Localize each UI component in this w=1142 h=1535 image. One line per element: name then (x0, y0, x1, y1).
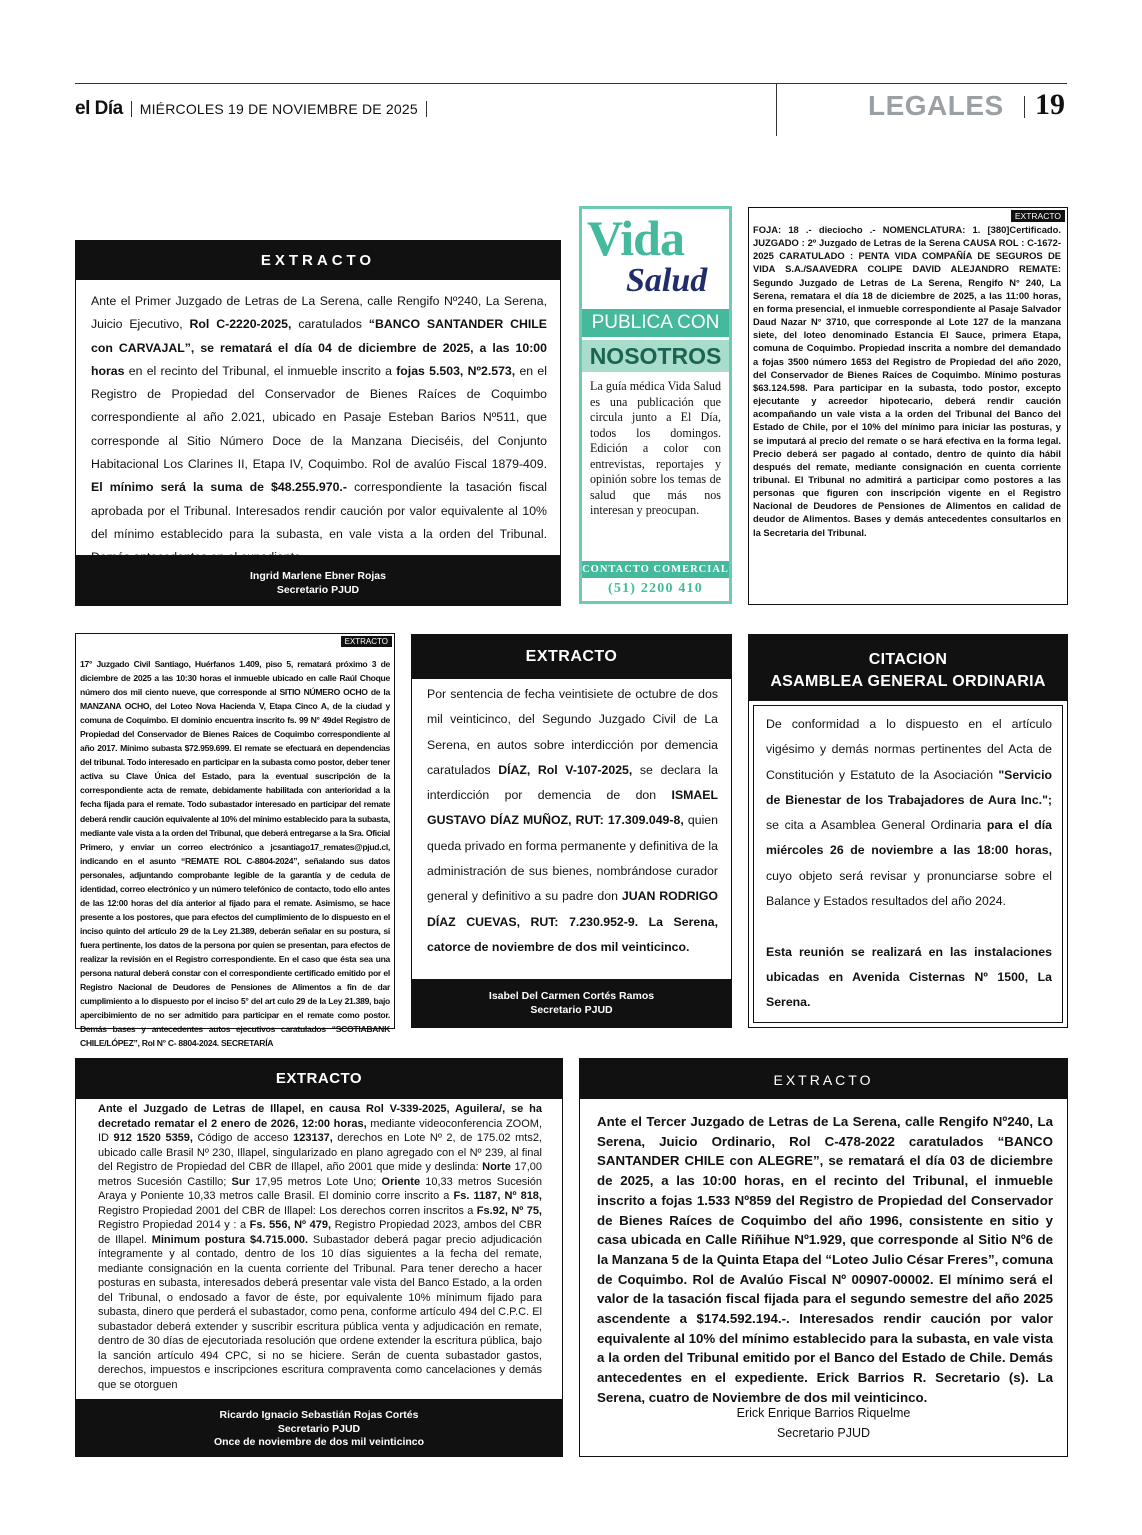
issue-date: MIÉRCOLES 19 DE NOVIEMBRE DE 2025 (139, 101, 418, 117)
notice-body: Ante el Primer Juzgado de Letras de La Serena, calle Rengifo Nº240, La Serena, Juicio Ejecutivo, Rol C-2220-2025, caratulados “BANCO SANTANDER CHILE con CARVAJAL”, se rematará el día 04 de diciembre de 2025, a las 10:00 horas en el recinto del Tribunal, el inmueble inscrito a fojas 5.503, Nº2.573, en el Registro de Propiedad del Conservador de Bienes Raíces de Coquimbo correspondiente al año 2.021, ubicado en Pasaje Esteban Barios Nº511, que corresponde al Sitio Número Doce de la Manzana Dieciséis, del Conjunto Habitacional Los Clarines II, Etapa IV, Coquimbo. Rol de avalúo Fiscal 1879-409. El mínimo será la suma de $48.255.970.- correspondiente la tasación fiscal aprobada por el Tribunal. Interesados rendir caución por valor equivalente al 10% del mínimo establecido para la subasta, en vale vista a la orden del Tribunal. (91, 294, 547, 541)
signer-role: Secretario PJUD (776, 1426, 871, 1440)
ad-title: Vida (587, 210, 684, 266)
notice-title-line2: ASAMBLEA GENERAL ORDINARIA (770, 673, 1046, 690)
notice-body: Ante el Juzgado de Letras de Illapel, en causa Rol V-339-2025, Aguilera/, se ha decretado rematar el 2 enero de 2026, 12:00 horas, mediante videoconferencia ZOOM, ID 912 1520 5359, Código de acceso 123137, derechos en Lote Nº 2, de 175.02 mts2, ubicado calle Brasil Nº 230, Illapel, singularizado en plano agregado con el Nº 239, al final del Registro de Propiedad del CBR de Illapel, año 2001 que mide y deslinda: Norte 17,00 metros Sucesión Castillo; Sur 17,95 metros Lote Uno; Oriente 10,33 metros Sucesión Araya y Poniente 10,33 metros calle Brasil. El dominio corre inscrito a Fs. 1187, Nº 818, Registro Propiedad 2001 del CBR de Illapel: Los derechos corren inscritos a Fs.92, Nº 75, Registro Propiedad 2014 y : a Fs. 556, Nº 479, Registro Propiedad 2023, ambos del CBR de Illapel. Minimum postura $4.715.000. Subastador deberá pagar precio adjudicación íntegramente y al contado, dentro de los 10 días siguientes a la fecha del remate, mediante consignación en la cuenta corriente del Tribunal. Para tener derecho a hacer posturas en subasta, interesados deberá presentar vale vista del Banco Estado, a la orden del Tribunal, o endosado a favor de éste, por equivalente 10% mínimum fijado para subasta, dinero que perderá el subastador, como pena, conforme artículo 494 del C.P.C. El subastador deberá extender y suscribir escritura pública venta y adjudicación en remate, dentro de 30 días de ejecutoriada resolución que ordene extender la escritura pública, bajo la sanción artículo 494 CPC, si no se hiciere. Serán de cuenta subastador gastos, derechos, impuestos e inscripciones escritura compraventa como cancelaciones y demás que se otorguen (98, 1103, 543, 1391)
notice-tag: EXTRACTO (341, 636, 392, 647)
divider (776, 84, 777, 136)
divider (1024, 96, 1025, 118)
legal-notice-extracto-1 (75, 240, 561, 606)
divider (426, 101, 427, 117)
notice-title-line1: CITACION (868, 651, 948, 668)
ad-description: La guía médica Vida Salud es una publicación que circula junto a El Día, todos los domingos. Edición a color con entrevistas, reportajes y opinión sobre los temas de salud que más nos interesan y preocupan. (590, 379, 721, 517)
notice-title: EXTRACTO (580, 1059, 1067, 1099)
notice-signature (412, 979, 731, 1027)
notice-tag: EXTRACTO (1011, 210, 1065, 222)
ad-subtitle: Salud (626, 262, 708, 299)
notice-body: FOJA: 18 .- dieciocho .- NOMENCLATURA: 1. [380]Certificado. JUZGADO : 2º Juzgado de Letras de la Serena CAUSA ROL : C-1672-2025 CARATULADO : PENTA VIDA COMPAÑÍA DE SEGUROS DE VIDA S.A./SAAVEDRA COLIPE DAVID ALEJANDRO REMATE: Segundo Juzgado de Letras de La Serena, Rengifo N° 240, La Serena, rematarа el día 18 de diciembre de 2025, a las 11:00 horas, en forma presencial, el inmueble correspondiente al Pasaje Salvador Daud Nazar N° 3710, que corresponde al Lote 127 de la manzana siete, del loteo denominado Estancia El Sauce, primera Etapa, comuna de Coquimbo. Propiedad inscrita a nombre del demandado a fojas 3500 número 1653 del Registro de Propiedad del año 2020, del Conservador de Bienes Raíces de Coquimbo. Mínimo posturas $63.124.598. Para participar en la subasta, todo postor, excepto ejecutante y acreedor hipotecario, deberá rendir caución acompañando un vale vista a la orden del Tribunal del Banco del Estado de Chile, por el 10% del mínimo para iniciar las posturas, y se imputará al precio del remate o se hará efectiva en la forma legal. Precio deberá ser pagado al contado, dentro de quinto día hábil después del remate, mediante consignación en cuenta corriente tribunal. El Tribunal no admitirá a participar como postores a las personas que figuren con inscripción vigente en el Registro Nacional de Deudores de Pensiones de Alimentos en calidad de deudor de Alimentos. Bases y demás antecedentes consultarlos en la Secretaria del Tribunal. (753, 224, 1061, 538)
notice-body: 17° Juzgado Civil Santiago, Huérfanos 1.409, piso 5, rematará próximo 3 de diciembre de 2025 a las 10:30 horas el inmueble ubicado en calle Raúl Choque número dos mil ciento nueve, que corresponde al SITIO NÚMERO OCHO de la MANZANA OCHO, del Loteo Nova Hacienda V, Etapa Cinco A, de la ciudad y comuna de Coquimbo. El dominio encuentra inscrito fs. 99 N° 49del Registro de Propiedad del Conservador de Bienes Raíces de Coquimbo correspondiente al año 2017. Mínimo subasta $72.959.699. El remate se efectuará en dependencias del tribunal. Todo interesado en participar en la subasta como postor, deber tener activa su Clave Única del Estado, para la eventual suscripción de la correspondiente acta de remate, debidamente habilitada con anterioridad a la fecha fijada para el remate. Todo subastador interesado en participar del remate deberá rendir caución equivalente al 10% del mínimo establecido para la subasta, mediante vale vista a la orden del Tribunal, que deberá entregarse a la Sra. Oficial Primero, y enviar un correo electrónico a jcsantiago17_remates@pjud.cl, indicando en el asunto “REMATE ROL C-8804-2024”, señalando sus datos personales, adjuntando comprobante legible de la garantía y de cedula de identidad, correo electrónico y un número telefónico de contacto, todo ello antes de las 12:00 horas del día anterior al fijado para el remate. Asimismo, se hace presente a los postores, que para efectos del cumplimiento de lo dispuesto en el inciso quinto del artículo 29 de la Ley 21.389, deberán señalar en su postura, si fuera pertinente, los datos de la persona por quien se presentan, para efectos de realizar la revisión en el Registro correspondiente. En el caso que ésta sea una persona natural deberá constar con el correspondiente certificado emitido por el Registro Nacional de Deudores de Pensiones de Alimentos a fin de dar cumplimiento a lo dispuesto por el inciso 5° del art culo 29 de la Ley 21.389, bajo apercibimiento de no ser admitido para participar en el remate como postor. Demás bases y antecedentes autos ejecutivos caratulados “SCOTIABANK CHILE/LÓPEZ”, Rol N° C- 8804-2024. SECRETARÍA (80, 659, 390, 1049)
ad-banner-line1: PUBLICA CON (582, 309, 729, 337)
signer-name: Erick Enrique Barrios Riquelme (736, 1406, 911, 1420)
notice-body: Ante el Tercer Juzgado de Letras de La Serena, calle Rengifo Nº240, La Serena, Juicio Ordinario, Rol C-478-2022 caratulados “BANCO SANTANDER CHILE con ALEGRE”, se rematará el día 03 de diciembre de 2025, a las 10:00 horas, en el recinto del Tribunal, el inmueble inscrito a fojas 1.533 Nº859 del Registro de Propiedad del Conservador de Bienes Raíces de Coquimbo del año 1996, consistente en sitio y casa ubicada en Calle Riñihue Nº1.929, que corresponde al Sitio Nº6 de la Manzana 5 de la Quinta Etapa del “Loteo Julio César Freres”, comuna de Coquimbo. Rol de Avalúo Fiscal Nº 00907-00002. El mínimo será el valor de la tasación fiscal fijada para el segundo semestre del año 2025 ascendente a $174.592.194.-. Interesados rendir caución por valor equivalente al 10% del mínimo establecido para la subasta, en vale vista a la orden del Tribunal emitido por el Banco del Estado de Chile. Demás antecedentes en el expediente. Erick Barrios R. Secretario (s). La Serena, cuatro de Noviembre de dos mil veinticinco. (597, 1114, 1053, 1405)
newspaper-logo: el Día (75, 98, 123, 119)
citacion-notice (748, 634, 1068, 1028)
page-header (75, 83, 1067, 135)
notice-body: Por sentencia de fecha veintisiete de octubre de dos mil veinticinco, del Segundo Juzgado Civil de La Serena, en autos sobre interdicción por demencia caratulados DÍAZ, Rol V-107-2025, se declara la interdicción por demencia de don ISMAEL GUSTAVO DÍAZ MUÑOZ, RUT: 17.309.049-8, quien queda privado en forma permanente y definitiva de la administración de sus bienes, nombrándose curador general y definitivo a su padre don JUAN RODRIGO DÍAZ CUEVAS, RUT: 7.230.952-9. La Serena, catorce de noviembre de dos mil veinticinco. (427, 687, 719, 954)
page-number: 19 (1035, 88, 1065, 121)
masthead (75, 98, 427, 120)
legal-notice-extracto-3 (748, 207, 1068, 605)
legal-notice-extracto-5 (411, 634, 732, 1028)
divider (131, 101, 132, 117)
signer-role: Secretario PJUD (530, 1004, 613, 1016)
ad-banner-line2: NOSOTROS (582, 340, 729, 372)
signer-name: Ricardo Ignacio Sebastián Rojas Cortés (219, 1409, 419, 1421)
notice-signature (76, 555, 560, 605)
notice-signature (580, 1403, 1067, 1443)
ad-contact-label: CONTACTO COMERCIAL (582, 561, 729, 578)
notice-title: EXTRACTO (76, 1059, 562, 1099)
notice-title: EXTRACTO (76, 241, 560, 280)
signer-role: Secretario PJUD (276, 584, 360, 596)
legal-notice-extracto-8 (579, 1058, 1068, 1457)
notice-body: De conformidad a lo dispuesto en el artículo vigésimo y demás normas pertinentes del Acta de Constitución y Estatuto de la Asociación "Servicio de Bienestar de los Trabajadores de Aura Inc."; se cita a Asamblea General Ordinaria para el día miércoles 26 de noviembre a las 18:00 horas, cuyo objeto será revisar y pronunciarse sobre el Balance y Estados resultados del año 2024. Esta reunión se realizará en las instalaciones ubicadas en Avenida Cisternas Nº 1500, La Serena. (753, 705, 1063, 1023)
signer-name: Isabel Del Carmen Cortés Ramos (488, 990, 655, 1002)
vida-salud-ad (579, 206, 732, 604)
signer-role: Secretario PJUD (277, 1422, 361, 1435)
section-title: LEGALES (868, 90, 1004, 121)
notice-signature (76, 1399, 562, 1456)
notice-title (749, 635, 1067, 701)
notice-title: EXTRACTO (412, 635, 731, 679)
signature-date: Once de noviembre de dos mil veinticinco (213, 1436, 425, 1448)
signer-name: Ingrid Marlene Ebner Rojas (250, 570, 386, 582)
legal-notice-extracto-4 (75, 633, 395, 1049)
ad-phone: (51) 2200 410 (608, 581, 703, 596)
legal-notice-extracto-7 (75, 1058, 563, 1457)
